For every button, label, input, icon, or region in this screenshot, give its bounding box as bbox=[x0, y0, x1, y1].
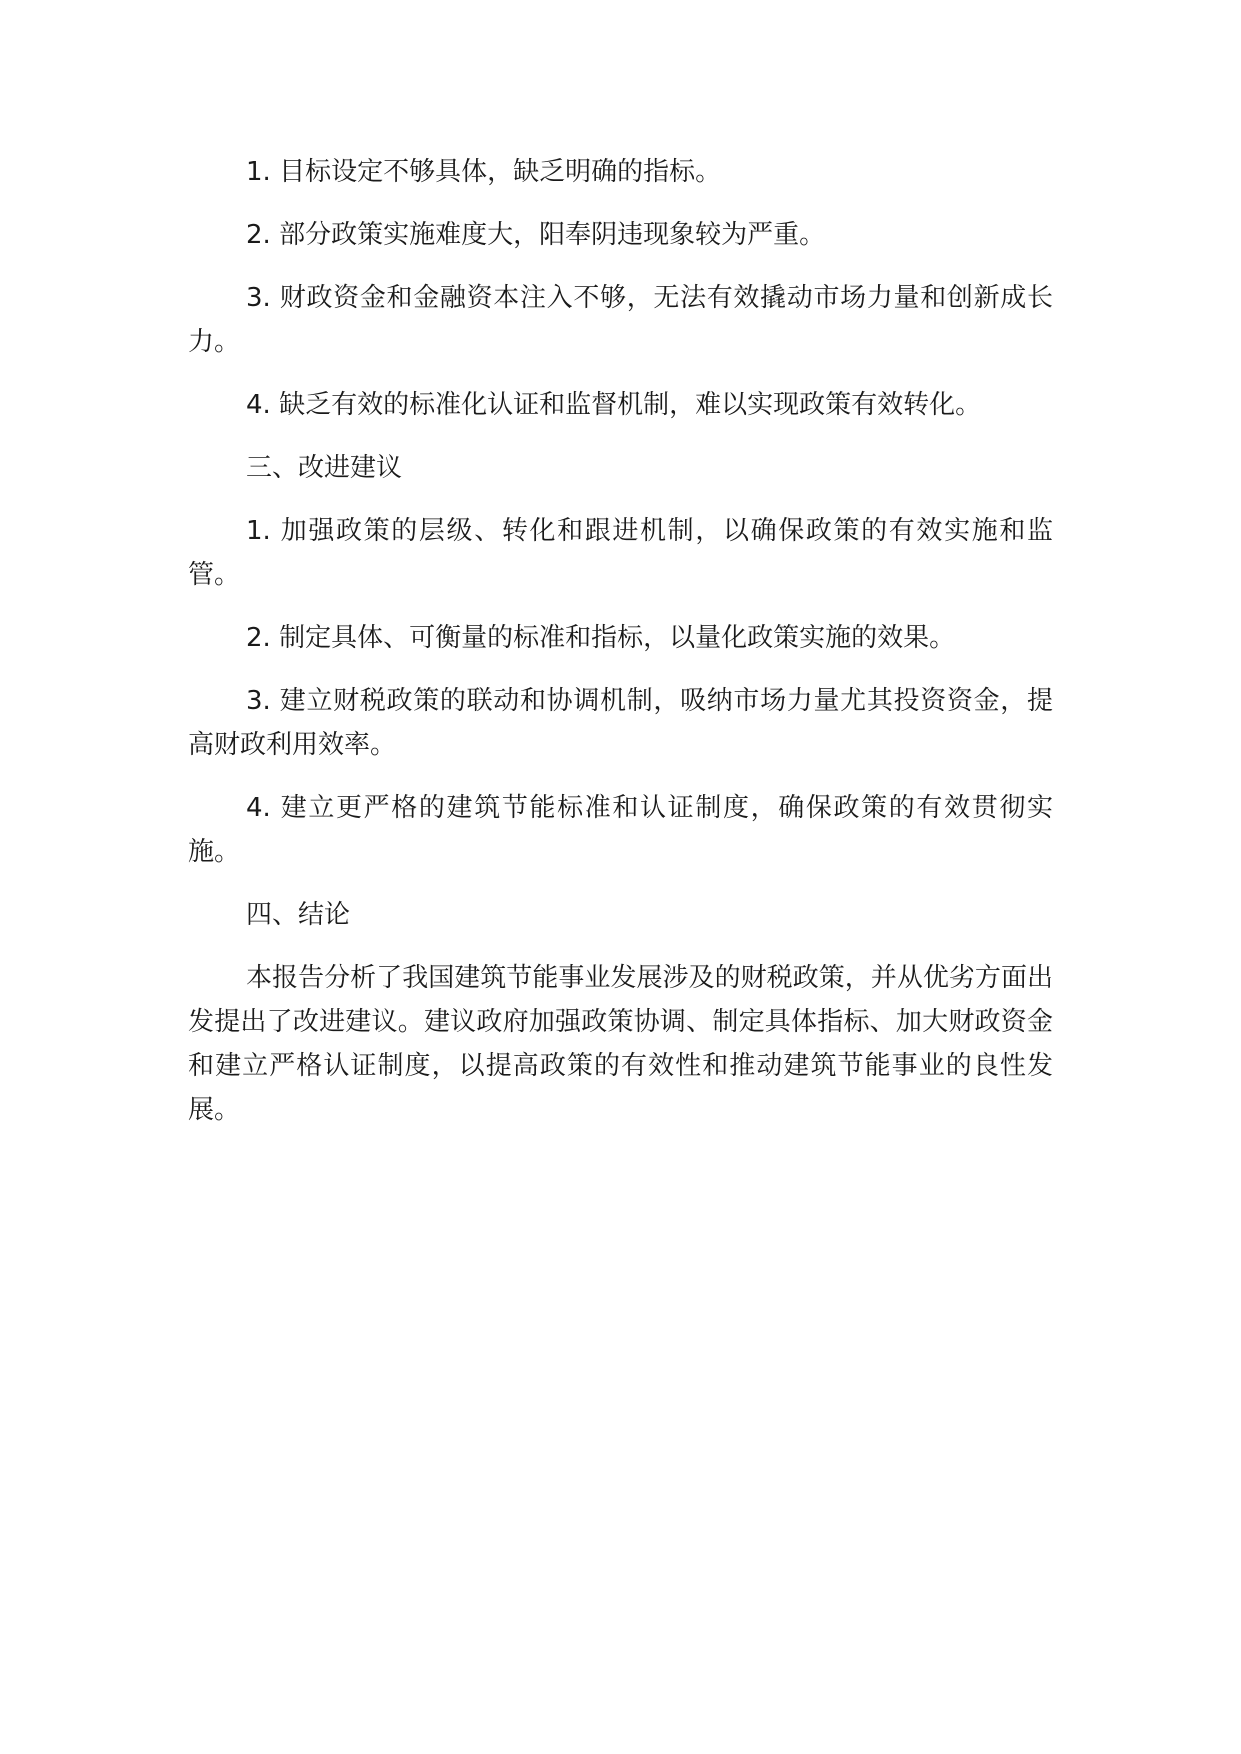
conclusion-paragraph: 本报告分析了我国建筑节能事业发展涉及的财税政策，并从优劣方面出发提出了改进建议。建议政府加强政策协调、制定具体指标、加大财政资金和建立严格认证制度，以提高政策的有效性和推动建筑节能事业的良性发展。 bbox=[188, 963, 1053, 1125]
section-heading-improvement: 三、改进建议 bbox=[246, 453, 403, 483]
problem-item-1: 1. 目标设定不够具体，缺乏明确的指标。 bbox=[246, 157, 722, 187]
suggestion-item-1: 1. 加强政策的层级、转化和跟进机制，以确保政策的有效实施和监管。 bbox=[188, 516, 1053, 590]
suggestion-item-2: 2. 制定具体、可衡量的标准和指标，以量化政策实施的效果。 bbox=[246, 623, 956, 653]
suggestion-item-3: 3. 建立财税政策的联动和协调机制，吸纳市场力量尤其投资资金，提高财政利用效率。 bbox=[188, 686, 1053, 760]
suggestion-item-4: 4. 建立更严格的建筑节能标准和认证制度，确保政策的有效贯彻实施。 bbox=[188, 793, 1053, 867]
problem-item-2: 2. 部分政策实施难度大，阳奉阴违现象较为严重。 bbox=[246, 220, 826, 250]
section-heading-conclusion: 四、结论 bbox=[246, 900, 351, 930]
document-body bbox=[188, 150, 1053, 1151]
problem-item-4: 4. 缺乏有效的标准化认证和监督机制，难以实现政策有效转化。 bbox=[246, 390, 982, 420]
problem-item-3: 3. 财政资金和金融资本注入不够，无法有效撬动市场力量和创新成长力。 bbox=[188, 283, 1053, 357]
